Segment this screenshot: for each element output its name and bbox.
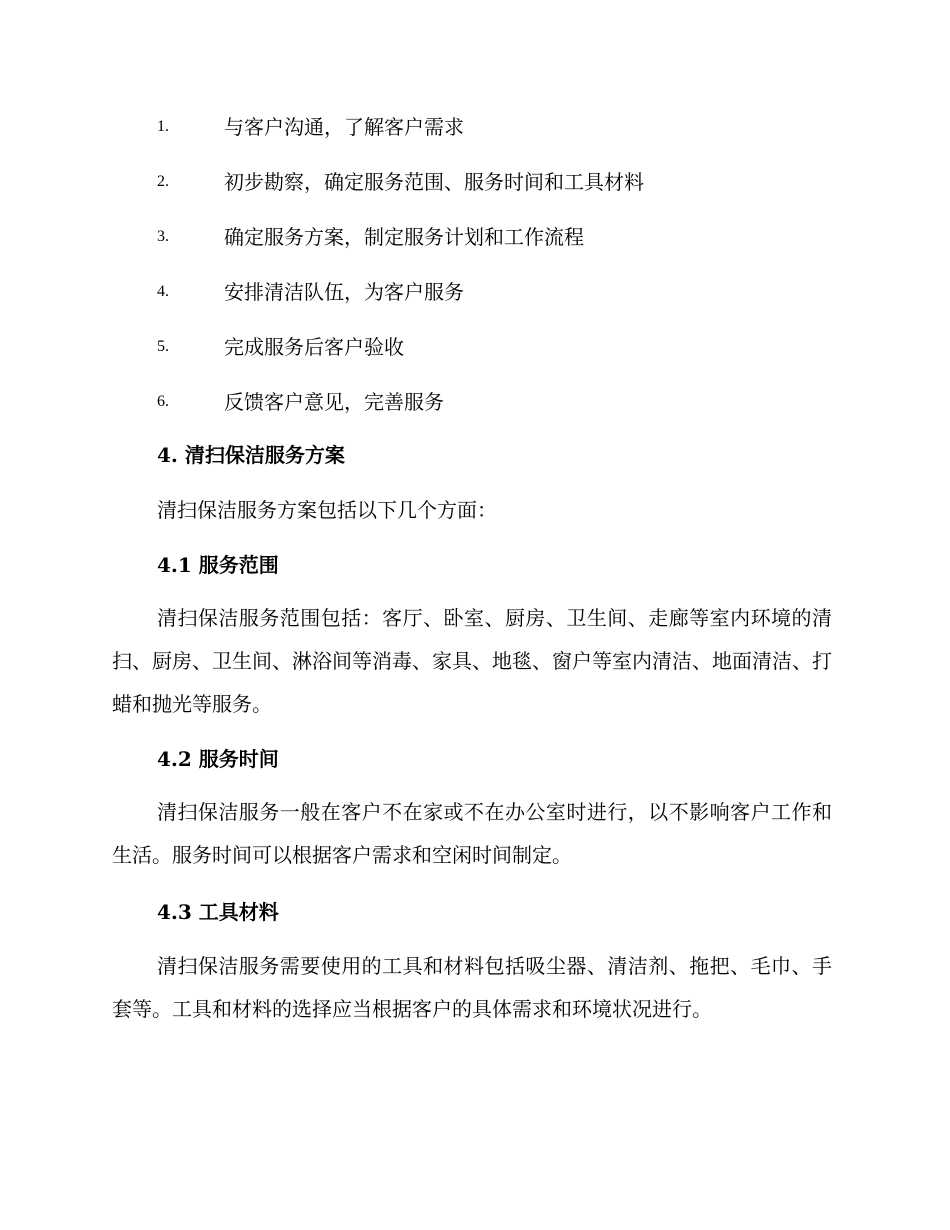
list-item (0, 161, 950, 216)
service-steps-list (0, 106, 950, 436)
list-item (0, 106, 950, 161)
list-item (0, 216, 950, 271)
subsection-heading-service-time: 4.2 服务时间 (157, 747, 279, 771)
list-item-number: 4. (157, 283, 169, 300)
list-item-text: 初步勘察，确定服务范围、服务时间和工具材料 (224, 170, 644, 194)
list-item-number: 6. (157, 393, 169, 410)
list-item-text: 与客户沟通，了解客户需求 (224, 115, 464, 139)
subsection-heading-tools-materials: 4.3 工具材料 (157, 900, 279, 924)
paragraph-service-time: 清扫保洁服务一般在客户不在家或不在办公室时进行，以不影响客户工作和生活。服务时间可以根据客户需求和空闲时间制定。 (112, 800, 832, 867)
list-item-number: 5. (157, 338, 169, 355)
list-item (0, 271, 950, 326)
paragraph-service-scope: 清扫保洁服务范围包括：客厅、卧室、厨房、卫生间、走廊等室内环境的清扫、厨房、卫生间、淋浴间等消毒、家具、地毯、窗户等室内清洁、地面清洁、打蜡和抛光等服务。 (112, 606, 832, 716)
list-item-text: 反馈客户意见，完善服务 (224, 390, 444, 414)
list-item-text: 安排清洁队伍，为客户服务 (224, 280, 464, 304)
section-heading: 4. 清扫保洁服务方案 (157, 443, 345, 467)
list-item (0, 381, 950, 436)
list-item-number: 2. (157, 173, 169, 190)
subsection-heading-service-scope: 4.1 服务范围 (157, 553, 279, 577)
list-item-number: 1. (157, 118, 169, 135)
list-item-text: 完成服务后客户验收 (224, 335, 404, 359)
section-intro: 清扫保洁服务方案包括以下几个方面： (157, 498, 497, 522)
list-item-text: 确定服务方案，制定服务计划和工作流程 (224, 225, 584, 249)
list-item (0, 326, 950, 381)
list-item-number: 3. (157, 228, 169, 245)
paragraph-tools-materials: 清扫保洁服务需要使用的工具和材料包括吸尘器、清洁剂、拖把、毛巾、手套等。工具和材料的选择应当根据客户的具体需求和环境状况进行。 (112, 954, 832, 1021)
